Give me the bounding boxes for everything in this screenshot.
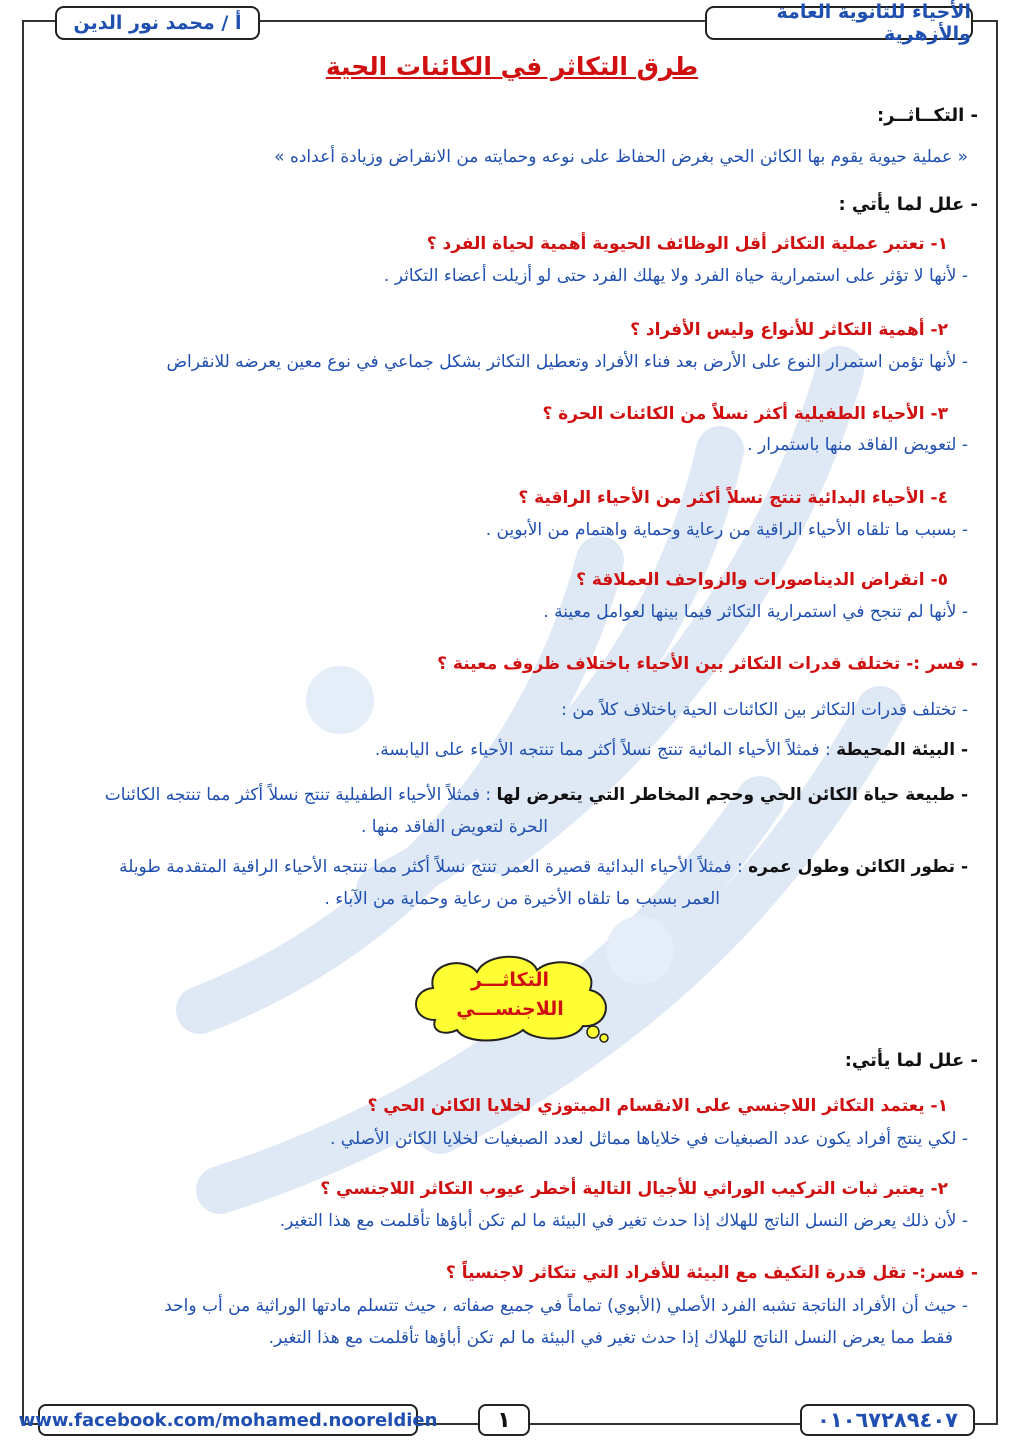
cloud-label — [405, 966, 615, 1024]
question: ٢- أهمية التكاثر للأنواع وليس الأفراد ؟ — [630, 320, 948, 340]
footer-phone-box — [800, 1404, 975, 1436]
header-teacher: أ / محمد نور الدين — [73, 12, 242, 34]
footer-facebook-box[interactable] — [18, 1404, 438, 1436]
answer: - لأن ذلك يعرض النسل الناتج للهلاك إذا حدث تغير في البيئة ما لم تكن أباؤها تأقلمت مع هذا التغير. — [279, 1211, 968, 1231]
explain-point — [119, 855, 968, 879]
explain-question: - فسر :- تختلف قدرات التكاثر بين الأحياء باختلاف ظروف معينة ؟ — [437, 654, 978, 674]
footer-facebook-link[interactable]: www.facebook.com/mohamed.nooreldien — [18, 1409, 438, 1431]
header-subject-box — [705, 1, 973, 45]
footer-phone: ٠١٠٦٧٢٨٩٤٠٧ — [817, 1408, 958, 1432]
explain-point — [375, 738, 968, 762]
question: ٣- الأحياء الطفيلية أكثر نسلاً من الكائنات الحرة ؟ — [542, 404, 948, 424]
question: ١- يعتمد التكاثر اللاجنسي على الانقسام الميتوزي لخلايا الكائن الحي ؟ — [367, 1096, 948, 1116]
question: ٥- انقراض الديناصورات والزواحف العملاقة ؟ — [576, 570, 948, 590]
point-key: - البيئة المحيطة — [836, 740, 968, 760]
answer: - لأنها لا تؤثر على استمرارية حياة الفرد ولا يهلك الفرد حتى لو أزيلت أعضاء التكاثر . — [383, 266, 968, 286]
explain-point — [105, 783, 968, 807]
point-key: - طبيعة حياة الكائن الحي وحجم المخاطر التي يتعرض لها — [496, 785, 968, 805]
header-teacher-box — [55, 6, 260, 40]
page-title: طرق التكاثر في الكائنات الحية — [325, 52, 699, 81]
point-continuation: العمر بسبب ما تلقاه الأخيرة من رعاية وحماية من الآباء . — [324, 889, 720, 909]
answer: - لتعويض الفاقد منها باستمرار . — [747, 435, 968, 455]
answer: - لأنها لم تنجح في استمرارية التكاثر فيما بينها لعوامل معينة . — [543, 602, 968, 622]
point-text: : فمثلاً الأحياء البدائية قصيرة العمر تنتج نسلاً أكثر مما تنتجه الأحياء الراقية المتقدمة طويلة — [119, 857, 749, 877]
explain-answer-cont: فقط مما يعرض النسل الناتج للهلاك إذا حدث تغير في البيئة ما لم تكن أباؤها تأقلمت مع هذا التغير. — [268, 1328, 953, 1348]
answer: - لكي ينتج أفراد يكون عدد الصبغيات في خلاياها مماثل لعدد الصبغيات لخلايا الكائن الأصلي . — [329, 1129, 968, 1149]
section1-heading: - علل لما يأتي : — [838, 194, 978, 215]
question: ٢- يعتبر ثبات التركيب الوراثي للأجيال التالية أخطر عيوب التكاثر اللاجنسي ؟ — [320, 1179, 948, 1199]
answer: - بسبب ما تلقاه الأحياء الراقية من رعاية وحماية واهتمام من الأبوين . — [485, 520, 968, 540]
explain-question: - فسر:- تقل قدرة التكيف مع البيئة للأفراد التي تتكاثر لاجنسياً ؟ — [445, 1263, 978, 1283]
explain-answer: - حيث أن الأفراد الناتجة تشبه الفرد الأصلي (الأبوي) تماماً في جميع صفاته ، حيث تتسلم مادتها الوراثية من أب واحد — [164, 1296, 968, 1316]
question: ٤- الأحياء البدائية تنتج نسلاً أكثر من الأحياء الراقية ؟ — [518, 488, 948, 508]
cloud-line1: التكاثـــر — [470, 969, 550, 991]
footer-page-box — [478, 1404, 530, 1436]
point-continuation: الحرة لتعويض الفاقد منها . — [360, 817, 548, 837]
question: ١- تعتبر عملية التكاثر أقل الوظائف الحيوية أهمية لحياة الفرد ؟ — [426, 234, 948, 254]
definition-term: - التكــاثــر: — [876, 105, 978, 126]
definition-text: « عملية حيوية يقوم بها الكائن الحي بغرض الحفاظ على نوعه وحمايته من الانقراض وزيادة أعداده » — [274, 147, 968, 167]
page-number: ١ — [497, 1407, 511, 1433]
point-text: : فمثلاً الأحياء الطفيلية تنتج نسلاً أكثر مما تنتجه الكائنات — [104, 785, 497, 805]
cloud-line2: اللاجنســـي — [456, 998, 564, 1020]
explain-intro: - تختلف قدرات التكاثر بين الكائنات الحية باختلاف كلاً من : — [561, 700, 968, 720]
header-subject: الأحياء للثانوية العامة والأزهرية — [776, 1, 971, 45]
answer: - لأنها تؤمن استمرار النوع على الأرض بعد فناء الأفراد وتعطيل التكاثر بشكل جماعي في نوع معين يعرضه للانقراض — [166, 352, 968, 372]
section2-heading: - علل لما يأتي: — [844, 1050, 978, 1071]
point-key: - تطور الكائن وطول عمره — [748, 857, 968, 877]
point-text: : فمثلاً الأحياء المائية تنتج نسلاً أكثر مما تنتجه الأحياء على اليابسة. — [374, 740, 837, 760]
